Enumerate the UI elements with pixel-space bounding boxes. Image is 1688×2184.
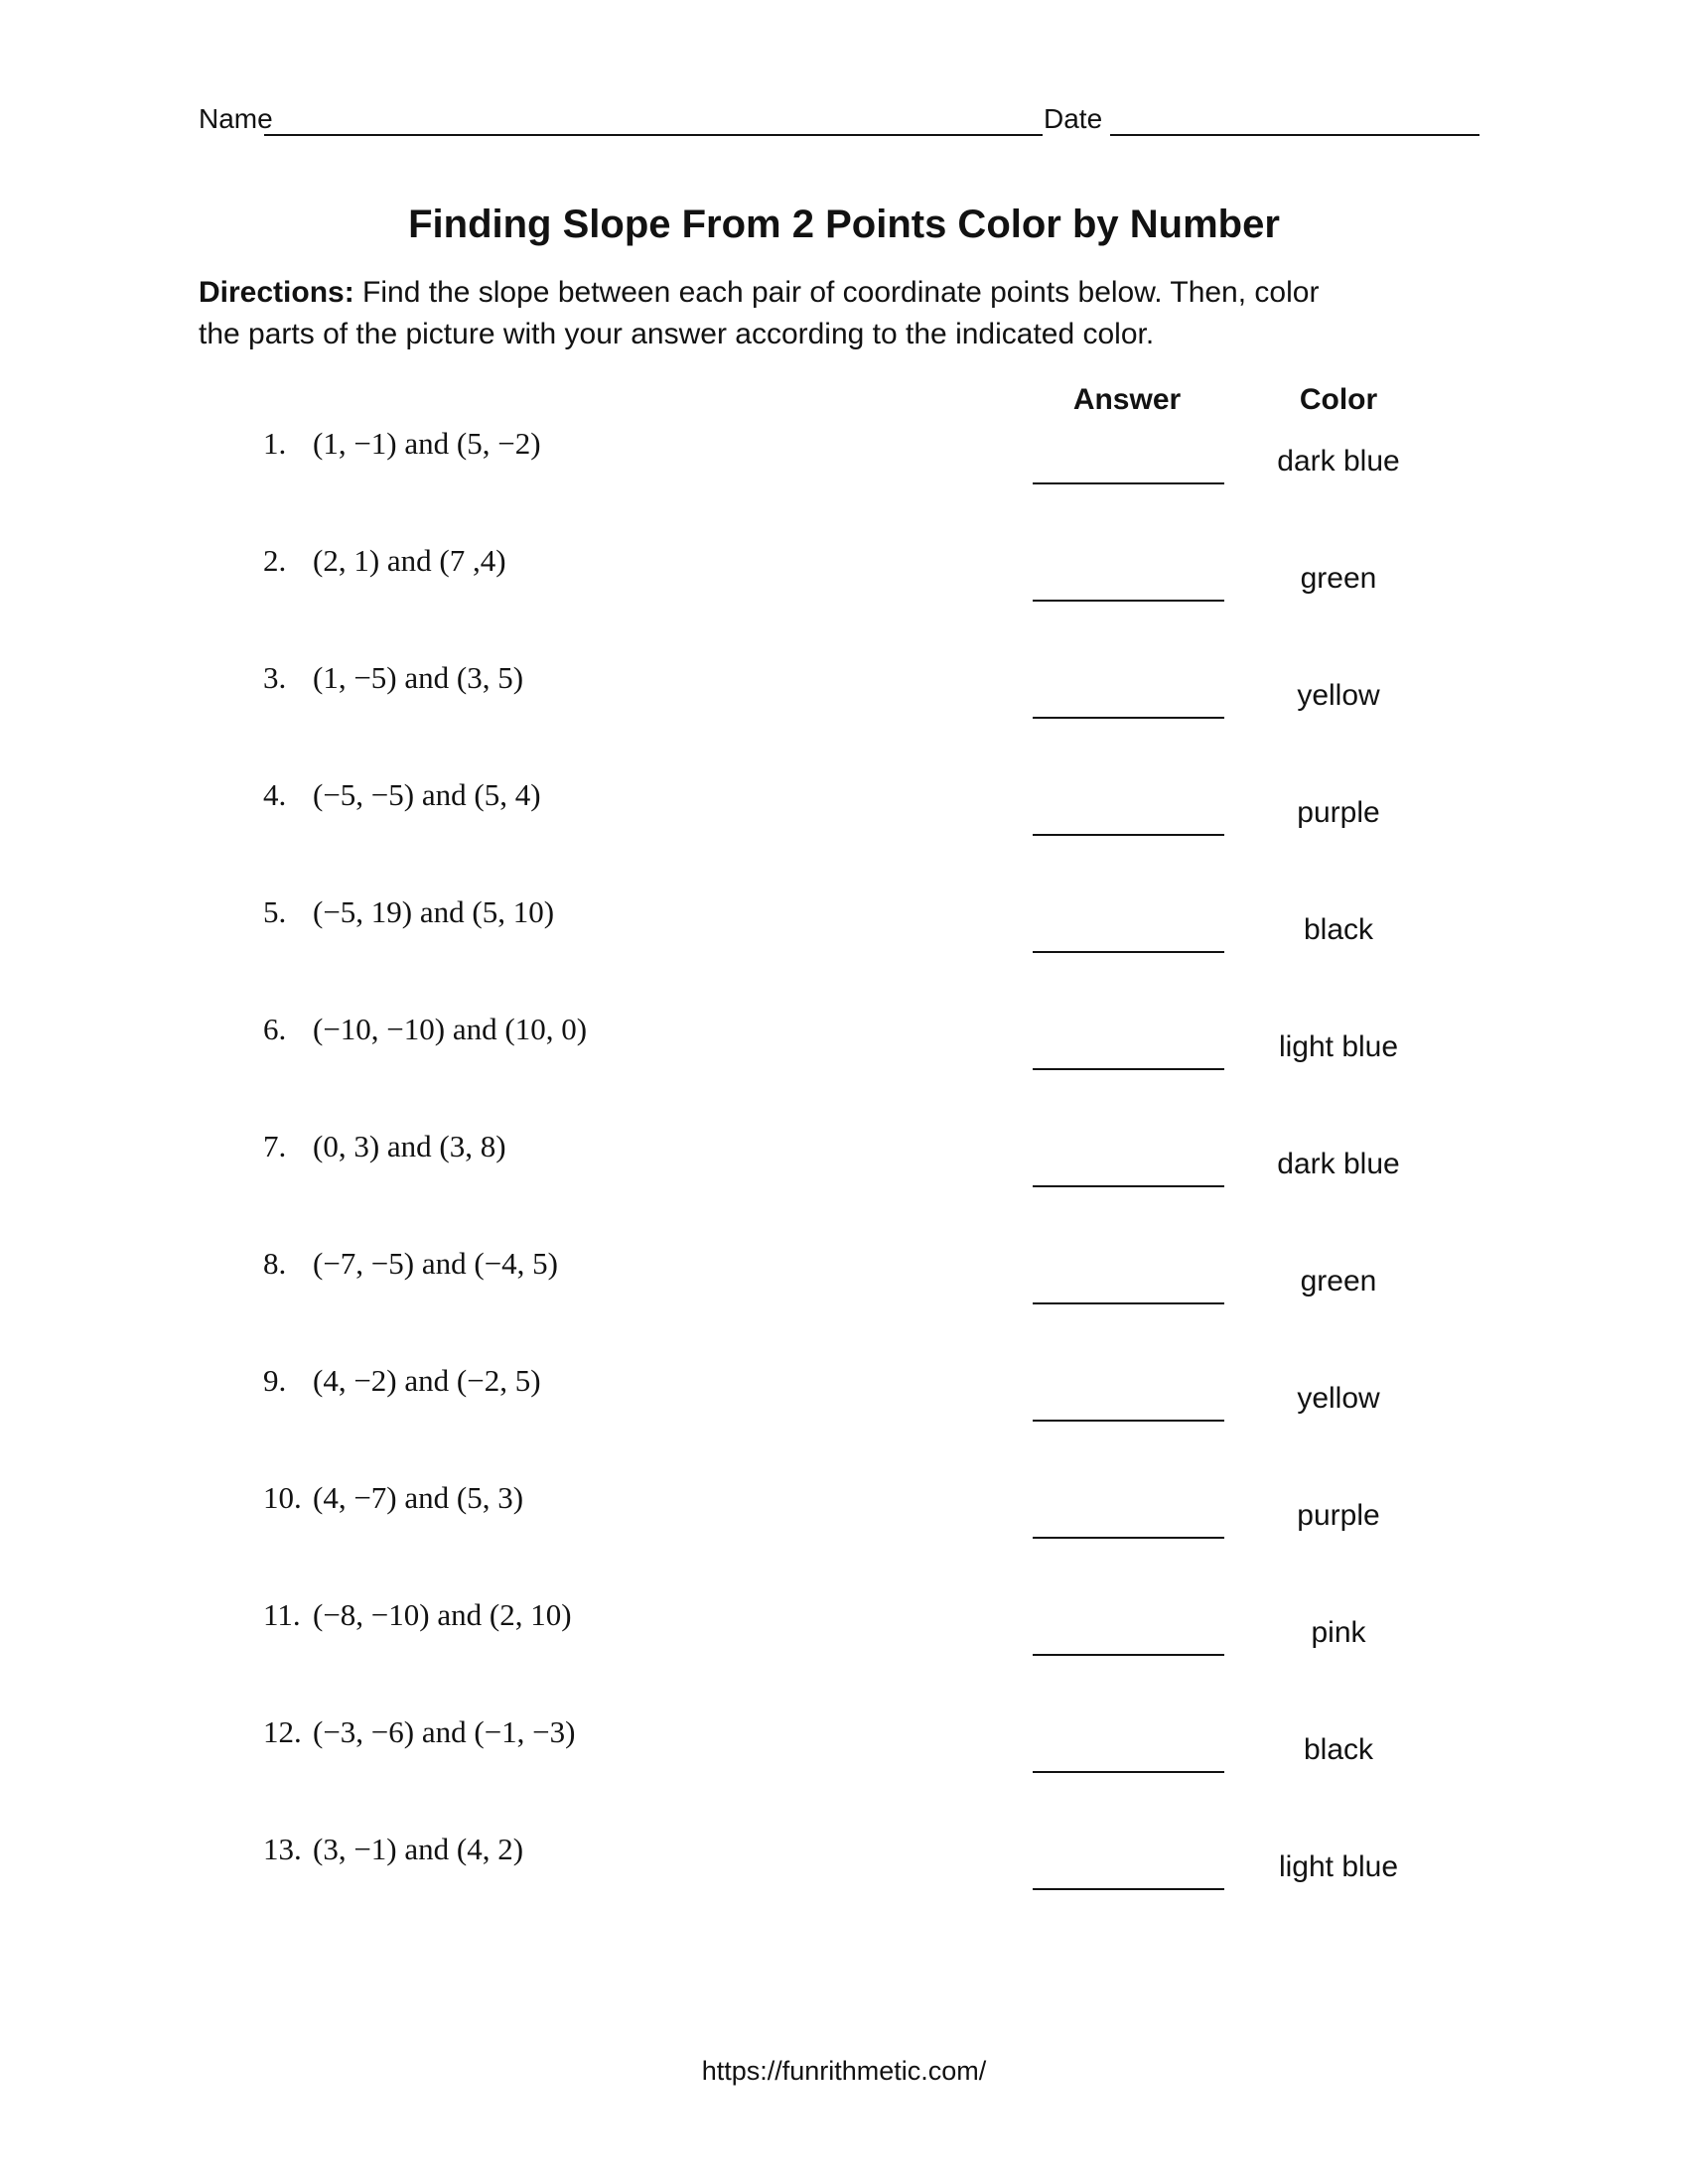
problem-points: (−5, 19) and (5, 10) (313, 894, 555, 929)
color-label: purple (1297, 1499, 1380, 1532)
problem-number: 2. (263, 543, 287, 578)
answer-blank (1033, 834, 1224, 836)
problem-number: 3. (263, 660, 287, 695)
problem-number: 10. (263, 1480, 302, 1515)
directions-text-2: the parts of the picture with your answer according to the indicated color. (199, 318, 1155, 350)
problem-points: (4, −2) and (−2, 5) (313, 1363, 541, 1398)
answer-blank (1033, 1302, 1224, 1304)
color-label: green (1300, 1265, 1377, 1297)
answer-blank (1033, 717, 1224, 719)
problem-points: (−5, −5) and (5, 4) (313, 777, 541, 812)
answer-blank (1033, 1537, 1224, 1539)
problem-number: 6. (263, 1012, 287, 1046)
problem-number: 13. (263, 1832, 302, 1866)
problem-points: (−8, −10) and (2, 10) (313, 1597, 572, 1632)
problem-number: 1. (263, 426, 287, 461)
answer-blank (1033, 1068, 1224, 1070)
problem-points: (0, 3) and (3, 8) (313, 1129, 506, 1163)
problem-number: 5. (263, 894, 287, 929)
color-label: dark blue (1277, 1148, 1400, 1180)
answer-blank (1033, 1888, 1224, 1890)
problem-points: (−10, −10) and (10, 0) (313, 1012, 588, 1046)
problem-points: (4, −7) and (5, 3) (313, 1480, 524, 1515)
color-label: light blue (1278, 1030, 1399, 1063)
problem-points: (−3, −6) and (−1, −3) (313, 1714, 576, 1749)
problem-number: 12. (263, 1714, 302, 1749)
color-label: dark blue (1277, 445, 1400, 478)
answer-blank (1033, 1420, 1224, 1422)
color-label: black (1303, 913, 1374, 946)
color-label: light blue (1278, 1850, 1399, 1883)
directions-line-1 (199, 272, 1489, 314)
problem-points: (2, 1) and (7 ,4) (313, 543, 506, 578)
problem-points: (1, −1) and (5, −2) (313, 426, 541, 461)
directions-label: Directions: (199, 276, 354, 309)
name-blank-line (264, 134, 1043, 136)
directions-text-1: Find the slope between each pair of coordinate points below. Then, color (353, 276, 1320, 309)
answer-blank (1033, 1771, 1224, 1773)
date-blank-line (1110, 134, 1479, 136)
answer-blank (1033, 951, 1224, 953)
answer-column-header: Answer (1072, 383, 1182, 416)
color-label: black (1303, 1733, 1374, 1766)
problem-number: 7. (263, 1129, 287, 1163)
color-label: purple (1297, 796, 1380, 829)
color-label: yellow (1297, 679, 1380, 712)
problem-number: 9. (263, 1363, 287, 1398)
problem-points: (1, −5) and (3, 5) (313, 660, 524, 695)
color-label: yellow (1297, 1382, 1380, 1415)
problem-number: 8. (263, 1246, 287, 1281)
problem-number: 4. (263, 777, 287, 812)
directions (199, 272, 1489, 355)
answer-blank (1033, 600, 1224, 602)
footer-url: https://funrithmetic.com/ (701, 2056, 987, 2086)
page-title: Finding Slope From 2 Points Color by Number (408, 203, 1280, 246)
problem-number: 11. (263, 1597, 301, 1632)
problem-points: (−7, −5) and (−4, 5) (313, 1246, 559, 1281)
color-label: pink (1311, 1616, 1366, 1649)
color-column-header: Color (1299, 383, 1378, 416)
problem-points: (3, −1) and (4, 2) (313, 1832, 524, 1866)
answer-blank (1033, 482, 1224, 484)
answer-blank (1033, 1654, 1224, 1656)
name-label: Name (199, 103, 273, 134)
color-label: green (1300, 562, 1377, 595)
date-label: Date (1044, 103, 1103, 134)
answer-blank (1033, 1185, 1224, 1187)
